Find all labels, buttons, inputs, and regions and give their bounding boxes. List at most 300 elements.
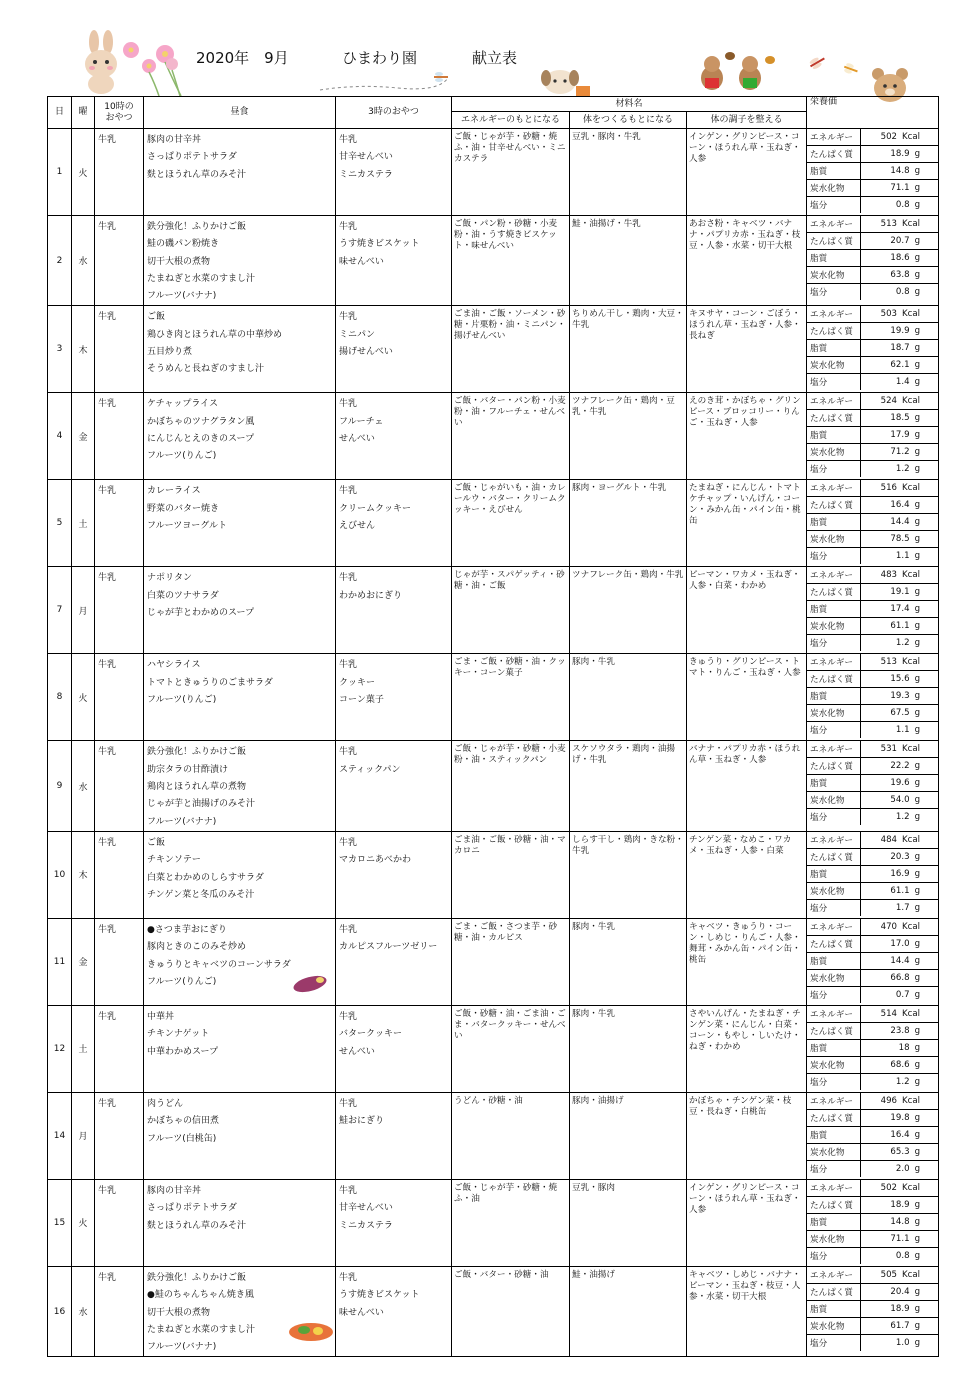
value-carbs: 54.0 g	[861, 792, 939, 809]
value-carbs: 65.3 g	[861, 1143, 939, 1160]
date-label: 2020年 9月	[196, 49, 289, 67]
value-carbs: 61.7 g	[861, 1317, 939, 1334]
day-number: 9	[48, 741, 72, 831]
snack3-menu	[336, 741, 452, 831]
label-protein: たんぱく質	[807, 146, 861, 163]
lunch-item: フルーツ(バナナ)	[147, 291, 217, 302]
label-salt: 塩分	[807, 722, 861, 739]
lunch-menu	[144, 480, 336, 567]
snack3-item: 牛乳	[339, 573, 358, 584]
snack3-menu	[336, 918, 452, 1005]
condition-source-ingredients: キャベツ・きゅうり・コーン・しめじ・りんご・人参・舞茸・みかん缶・パイン缶・桃缶	[687, 918, 807, 1005]
nutrition-table	[807, 480, 938, 564]
lunch-item: フルーツ(りんご)	[147, 451, 217, 462]
condition-source-ingredients: あおさ粉・キャベツ・バナナ・パプリカ赤・玉ねぎ・枝豆・人参・水菜・切干大根	[687, 216, 807, 306]
label-carbs: 炭水化物	[807, 531, 861, 548]
snack10: 牛乳	[95, 831, 144, 918]
nutrition-cell	[807, 918, 939, 1005]
nutrition-table	[807, 1006, 938, 1090]
value-energy: 483 Kcal	[861, 567, 939, 584]
snack3-item: 牛乳	[339, 399, 358, 410]
value-salt: 1.0 g	[895, 1337, 921, 1348]
snack3-menu	[336, 1179, 452, 1266]
day-row	[48, 1005, 939, 1092]
value-salt: 1.7 g	[895, 902, 921, 913]
page-header	[0, 0, 980, 96]
lunch-item: ご飯	[147, 837, 166, 848]
label-energy: エネルギー	[807, 129, 861, 146]
snack3-item: 牛乳	[339, 1272, 358, 1283]
value-fat: 14.4 g	[861, 514, 939, 531]
value-energy: 484 Kcal	[861, 832, 939, 849]
label-protein: たんぱく質	[807, 935, 861, 952]
body-source-ingredients: 鮭・油揚げ	[570, 1266, 687, 1356]
snack10: 牛乳	[95, 393, 144, 480]
body-source-ingredients: しらす干し・鶏肉・きな粉・牛乳	[570, 831, 687, 918]
menu-table	[47, 96, 939, 1357]
body-source-ingredients: ツナフレーク缶・鶏肉・牛乳	[570, 567, 687, 654]
value-protein: 19.9 g	[861, 323, 939, 340]
value-fat: 18.6 g	[861, 250, 939, 267]
nutrition-table	[807, 832, 938, 916]
value-salt: 1.2 g	[895, 638, 921, 649]
value-energy: 505 Kcal	[861, 1267, 939, 1284]
energy-source-ingredients: ごま油・ご飯・砂糖・油・マカロニ	[452, 831, 570, 918]
label-carbs: 炭水化物	[807, 618, 861, 635]
label-salt: 塩分	[807, 197, 861, 214]
label-fat: 脂質	[807, 1300, 861, 1317]
value-fat: 17.4 g	[861, 601, 939, 618]
label-protein: たんぱく質	[807, 233, 861, 250]
value-energy: 502 Kcal	[861, 1180, 939, 1197]
value-salt: 1.4 g	[895, 377, 921, 388]
lunch-item: ご飯	[147, 312, 166, 323]
lunch-item: ●さつま芋おにぎり	[147, 924, 227, 935]
value-salt: 0.8 g	[895, 287, 921, 297]
value-salt: 0.7 g	[895, 989, 921, 1000]
lunch-item: トマトときゅうりのごまサラダ	[147, 677, 273, 688]
day-row	[48, 1179, 939, 1266]
energy-source-ingredients: ごま油・ご飯・ソーメン・砂糖・片栗粉・油・ミニパン・揚げせんべい	[452, 306, 570, 393]
lunch-item: そうめんと長ねぎのすまし汁	[147, 364, 265, 375]
weekday: 土	[72, 480, 95, 567]
snack3-menu	[336, 1092, 452, 1179]
day-row	[48, 480, 939, 567]
day-number: 1	[48, 129, 72, 216]
value-fat: 19.6 g	[861, 775, 939, 792]
snack3-item: せんべい	[339, 434, 375, 445]
col-nutrition: 栄養価	[807, 97, 939, 129]
snack3-menu	[336, 567, 452, 654]
nutrition-cell	[807, 306, 939, 393]
label-carbs: 炭水化物	[807, 1317, 861, 1334]
day-number: 10	[48, 831, 72, 918]
label-protein: たんぱく質	[807, 323, 861, 340]
value-fat: 16.4 g	[861, 1126, 939, 1143]
lunch-item: 野菜のバター焼き	[147, 503, 220, 514]
snack3-item: 甘辛せんべい	[339, 152, 393, 163]
value-protein: 18.5 g	[861, 410, 939, 427]
col-snack3: 3時のおやつ	[336, 97, 452, 129]
snack3-item: わかめおにぎり	[339, 590, 403, 601]
label-fat: 脂質	[807, 514, 861, 531]
label-salt: 塩分	[807, 986, 861, 1003]
label-energy: エネルギー	[807, 1180, 861, 1197]
body-source-ingredients: ツナフレーク缶・鶏肉・豆乳・牛乳	[570, 393, 687, 480]
lunch-menu	[144, 393, 336, 480]
snack3-item: ミニパン	[339, 329, 376, 340]
value-protein: 22.2 g	[861, 758, 939, 775]
day-number: 11	[48, 918, 72, 1005]
lunch-menu	[144, 654, 336, 741]
lunch-item: たまねぎと水菜のすまし汁	[147, 1324, 256, 1335]
label-protein: たんぱく質	[807, 1283, 861, 1300]
snack10: 牛乳	[95, 654, 144, 741]
lunch-item: 中華丼	[147, 1011, 175, 1022]
snack3-item: マカロニあべかわ	[339, 855, 412, 866]
lunch-item: 切干大根の煮物	[147, 1307, 211, 1318]
col-condition-source: 体の調子を整える	[687, 112, 807, 129]
lunch-item: ナポリタン	[147, 573, 193, 584]
snack3-item: 揚げせんべい	[339, 347, 393, 358]
label-carbs: 炭水化物	[807, 969, 861, 986]
body-source-ingredients: 鮭・油揚げ・牛乳	[570, 216, 687, 306]
snack3-item: 牛乳	[339, 747, 358, 758]
weekday: 木	[72, 306, 95, 393]
label-protein: たんぱく質	[807, 1022, 861, 1039]
condition-source-ingredients: バナナ・パプリカ赤・ほうれん草・玉ねぎ・人参	[687, 741, 807, 831]
label-carbs: 炭水化物	[807, 882, 861, 899]
col-ingredients: 材料名	[452, 97, 807, 112]
value-fat: 16.9 g	[861, 865, 939, 882]
value-energy: 470 Kcal	[861, 919, 939, 936]
value-energy: 513 Kcal	[861, 654, 939, 671]
snack10: 牛乳	[95, 1266, 144, 1356]
day-row	[48, 1266, 939, 1356]
label-protein: たんぱく質	[807, 1196, 861, 1213]
body-source-ingredients: 豚肉・ヨーグルト・牛乳	[570, 480, 687, 567]
value-protein: 20.4 g	[861, 1283, 939, 1300]
lunch-item: カレーライス	[147, 486, 201, 497]
label-fat: 脂質	[807, 1039, 861, 1056]
body-source-ingredients: 豚肉・牛乳	[570, 1005, 687, 1092]
lunch-item: じゃが芋と油揚げのみそ汁	[147, 799, 256, 810]
lunch-item: フルーツヨーグルト	[147, 521, 228, 532]
snack3-item: スティックパン	[339, 764, 401, 775]
label-protein: たんぱく質	[807, 497, 861, 514]
lunch-item: 白菜とわかめのしらすサラダ	[147, 872, 264, 883]
label-fat: 脂質	[807, 1213, 861, 1230]
label-salt: 塩分	[807, 1073, 861, 1090]
value-carbs: 68.6 g	[861, 1056, 939, 1073]
snack3-item: カルピスフルーツゼリー	[339, 942, 438, 953]
snack10: 牛乳	[95, 129, 144, 216]
value-energy: 516 Kcal	[861, 480, 939, 497]
lunch-item: 助宗タラの甘酢漬け	[147, 764, 229, 775]
label-energy: エネルギー	[807, 741, 861, 758]
snack10: 牛乳	[95, 918, 144, 1005]
lunch-item: チキンナゲット	[147, 1029, 210, 1040]
condition-source-ingredients: ピーマン・ワカメ・玉ねぎ・人参・白菜・わかめ	[687, 567, 807, 654]
value-carbs: 61.1 g	[861, 882, 939, 899]
day-number: 4	[48, 393, 72, 480]
label-protein: たんぱく質	[807, 848, 861, 865]
snack10: 牛乳	[95, 216, 144, 306]
day-row	[48, 654, 939, 741]
label-protein: たんぱく質	[807, 758, 861, 775]
snack3-item: ミニカステラ	[339, 1220, 393, 1231]
lunch-item: チキンソテー	[147, 855, 201, 866]
value-energy: 502 Kcal	[861, 129, 939, 146]
snack3-item: うす焼きビスケット	[339, 1290, 420, 1301]
lunch-item: フルーツ(バナナ)	[147, 1342, 217, 1353]
label-salt: 塩分	[807, 635, 861, 652]
snack3-item: クッキー	[339, 677, 376, 688]
energy-source-ingredients: じゃが芋・スパゲッティ・砂糖・油・ご飯	[452, 567, 570, 654]
value-carbs: 61.1 g	[861, 618, 939, 635]
value-salt: 1.2 g	[895, 1076, 921, 1087]
snack3-menu	[336, 216, 452, 306]
snack3-item: 甘辛せんべい	[339, 1203, 393, 1214]
label-energy: エネルギー	[807, 654, 861, 671]
day-number: 14	[48, 1092, 72, 1179]
label-protein: たんぱく質	[807, 1109, 861, 1126]
snack3-menu	[336, 831, 452, 918]
snack3-item: 味せんべい	[339, 1307, 384, 1318]
nutrition-cell	[807, 393, 939, 480]
energy-source-ingredients: ご飯・バター・パン粉・小麦粉・油・フルーチェ・せんべい	[452, 393, 570, 480]
value-fat: 14.8 g	[861, 163, 939, 180]
lunch-item: さっぱりポテトサラダ	[147, 152, 237, 163]
value-carbs: 71.2 g	[861, 444, 939, 461]
value-protein: 16.4 g	[861, 497, 939, 514]
day-number: 15	[48, 1179, 72, 1266]
day-row	[48, 918, 939, 1005]
label-fat: 脂質	[807, 865, 861, 882]
nutrition-cell	[807, 567, 939, 654]
condition-source-ingredients: きゅうり・グリンピース・トマト・りんご・玉ねぎ・人参	[687, 654, 807, 741]
squirrels-icon	[690, 48, 780, 98]
lunch-menu	[144, 216, 336, 306]
lunch-item: じゃが芋とわかめのスープ	[147, 608, 255, 619]
label-energy: エネルギー	[807, 919, 861, 936]
col-energy-source: エネルギーのもとになる	[452, 112, 570, 129]
value-carbs: 67.5 g	[861, 705, 939, 722]
weekday: 火	[72, 1179, 95, 1266]
energy-source-ingredients: ごま・ご飯・砂糖・油・クッキー・コーン菓子	[452, 654, 570, 741]
nutrition-cell	[807, 1005, 939, 1092]
label-salt: 塩分	[807, 461, 861, 478]
nutrition-table	[807, 393, 938, 477]
sweet-potato-icon	[290, 972, 330, 996]
label-carbs: 炭水化物	[807, 1143, 861, 1160]
snack3-item: バタークッキー	[339, 1029, 403, 1040]
condition-source-ingredients: かぼちゃ・チンゲン菜・枝豆・長ねぎ・白桃缶	[687, 1092, 807, 1179]
lunch-item: フルーツ(りんご)	[147, 695, 217, 706]
lunch-item: にんじんとえのきのスープ	[147, 434, 255, 445]
value-fat: 18.7 g	[861, 340, 939, 357]
snack3-item: ミニカステラ	[339, 169, 393, 180]
value-protein: 17.0 g	[861, 935, 939, 952]
snack3-menu	[336, 654, 452, 741]
value-energy: 524 Kcal	[861, 393, 939, 410]
snack3-menu	[336, 393, 452, 480]
col-day: 日	[48, 97, 72, 129]
nutrition-cell	[807, 1092, 939, 1179]
snack3-item: 牛乳	[339, 222, 358, 232]
body-source-ingredients: 豚肉・牛乳	[570, 654, 687, 741]
value-salt: 2.0 g	[895, 1163, 921, 1174]
label-fat: 脂質	[807, 163, 861, 180]
nutrition-cell	[807, 129, 939, 216]
snack3-item: 牛乳	[339, 486, 358, 497]
label-energy: エネルギー	[807, 1006, 861, 1023]
lunch-item: 豚肉ときのこのみそ炒め	[147, 942, 247, 953]
value-salt: 1.1 g	[895, 725, 921, 736]
snack3-item: せんべい	[339, 1046, 375, 1057]
label-energy: エネルギー	[807, 393, 861, 410]
label-energy: エネルギー	[807, 1093, 861, 1110]
day-row	[48, 831, 939, 918]
label-fat: 脂質	[807, 340, 861, 357]
condition-source-ingredients: キャベツ・しめじ・バナナ・ピーマン・玉ねぎ・枝豆・人参・水菜・切干大根	[687, 1266, 807, 1356]
condition-source-ingredients: インゲン・グリンピース・コーン・ほうれん草・玉ねぎ・人参	[687, 1179, 807, 1266]
lunch-item: 麩とほうれん草のみそ汁	[147, 169, 247, 180]
lunch-item: 五目炒り煮	[147, 347, 193, 358]
value-carbs: 71.1 g	[861, 180, 939, 197]
snack3-menu	[336, 1005, 452, 1092]
label-carbs: 炭水化物	[807, 705, 861, 722]
lunch-item: きゅうりとキャベツのコーンサラダ	[147, 959, 291, 970]
body-source-ingredients: 豚肉・油揚げ	[570, 1092, 687, 1179]
lunch-item: フルーツ(白桃缶)	[147, 1133, 217, 1144]
nutrition-table	[807, 1093, 938, 1177]
label-carbs: 炭水化物	[807, 792, 861, 809]
body-source-ingredients: 豚肉・牛乳	[570, 918, 687, 1005]
label-fat: 脂質	[807, 601, 861, 618]
nutrition-cell	[807, 216, 939, 306]
nutrition-table	[807, 1267, 938, 1351]
nutrition-cell	[807, 1266, 939, 1356]
energy-source-ingredients: ご飯・じゃが芋・砂糖・小麦粉・油・スティックパン	[452, 741, 570, 831]
snack3-item: 牛乳	[339, 312, 358, 323]
nutrition-table	[807, 129, 938, 213]
snack10: 牛乳	[95, 480, 144, 567]
snack3-item: 鮭おにぎり	[339, 1116, 385, 1127]
value-protein: 23.8 g	[861, 1022, 939, 1039]
lunch-item: フルーツ(りんご)	[147, 976, 217, 987]
label-energy: エネルギー	[807, 1267, 861, 1284]
lunch-item: 鶏ひき肉とほうれん草の中華炒め	[147, 329, 283, 340]
energy-source-ingredients: ご飯・バター・砂糖・油	[452, 1266, 570, 1356]
value-fat: 14.8 g	[861, 1213, 939, 1230]
day-row	[48, 741, 939, 831]
nutrition-table	[807, 654, 938, 738]
day-row	[48, 393, 939, 480]
lunch-menu	[144, 567, 336, 654]
value-carbs: 71.1 g	[861, 1230, 939, 1247]
puppy-icon	[532, 60, 592, 100]
lunch-item: 豚肉の甘辛丼	[147, 135, 202, 145]
label-energy: エネルギー	[807, 306, 861, 323]
value-fat: 18 g	[861, 1039, 939, 1056]
weekday: 金	[72, 918, 95, 1005]
lunch-menu	[144, 741, 336, 831]
day-number: 3	[48, 306, 72, 393]
nutrition-cell	[807, 831, 939, 918]
value-fat: 19.3 g	[861, 688, 939, 705]
snack3-item: 味せんべい	[339, 256, 384, 267]
body-source-ingredients: スケソウタラ・鶏肉・油揚げ・牛乳	[570, 741, 687, 831]
label-energy: エネルギー	[807, 480, 861, 497]
lunch-item: 麩とほうれん草のみそ汁	[147, 1220, 247, 1231]
lunch-item: 鉄分強化！ふりかけご飯	[147, 1272, 247, 1283]
body-source-ingredients: 豆乳・豚肉・牛乳	[570, 129, 687, 216]
snack3-item: 牛乳	[339, 1185, 358, 1196]
snack3-item: 牛乳	[339, 660, 358, 671]
label-salt: 塩分	[807, 899, 861, 916]
snack10: 牛乳	[95, 306, 144, 393]
day-row	[48, 129, 939, 216]
label-fat: 脂質	[807, 775, 861, 792]
label-energy: エネルギー	[807, 832, 861, 849]
lunch-menu	[144, 1005, 336, 1092]
label-salt: 塩分	[807, 548, 861, 565]
lunch-item: ケチャップライス	[147, 399, 219, 410]
label-protein: たんぱく質	[807, 671, 861, 688]
body-source-ingredients: ちりめん干し・鶏肉・大豆・牛乳	[570, 306, 687, 393]
salmon-dish-icon	[286, 1318, 336, 1344]
col-lunch: 昼食	[144, 97, 336, 129]
label-salt: 塩分	[807, 284, 861, 301]
lunch-item: 肉うどん	[147, 1098, 184, 1109]
value-energy: 513 Kcal	[861, 216, 939, 233]
snack3-menu	[336, 306, 452, 393]
snack10: 牛乳	[95, 1179, 144, 1266]
menu-body	[48, 129, 939, 1357]
label-salt: 塩分	[807, 1334, 861, 1351]
label-protein: たんぱく質	[807, 584, 861, 601]
energy-source-ingredients: ごま・ご飯・さつま芋・砂糖・油・カルピス	[452, 918, 570, 1005]
value-salt: 0.8 g	[895, 200, 921, 210]
lunch-menu	[144, 831, 336, 918]
document-title: 献立表	[472, 49, 518, 67]
day-row	[48, 306, 939, 393]
col-weekday: 曜	[72, 97, 95, 129]
weekday: 木	[72, 831, 95, 918]
day-row	[48, 1092, 939, 1179]
lunch-item: フルーツ(バナナ)	[147, 816, 217, 827]
energy-source-ingredients: ご飯・パン粉・砂糖・小麦粉・油・うす焼きビスケット・味せんべい	[452, 216, 570, 306]
value-salt: 0.8 g	[895, 1250, 921, 1261]
lunch-item: 鮭の磯パン粉焼き	[147, 239, 220, 250]
condition-source-ingredients: キヌサヤ・コーン・ごぼう・ほうれん草・玉ねぎ・人参・長ねぎ	[687, 306, 807, 393]
lunch-menu	[144, 1179, 336, 1266]
lunch-item: 切干大根の煮物	[147, 256, 211, 267]
energy-source-ingredients: ご飯・じゃが芋・砂糖・焼ふ・油	[452, 1179, 570, 1266]
value-carbs: 63.8 g	[861, 267, 939, 284]
nutrition-table	[807, 741, 938, 825]
day-number: 2	[48, 216, 72, 306]
dragonflies-icon	[800, 56, 870, 86]
snack10: 牛乳	[95, 567, 144, 654]
day-number: 7	[48, 567, 72, 654]
day-row	[48, 216, 939, 306]
label-fat: 脂質	[807, 688, 861, 705]
label-protein: たんぱく質	[807, 410, 861, 427]
condition-source-ingredients: チンゲン菜・なめこ・ワカメ・玉ねぎ・人参・白菜	[687, 831, 807, 918]
snack3-item: 牛乳	[339, 1098, 358, 1109]
